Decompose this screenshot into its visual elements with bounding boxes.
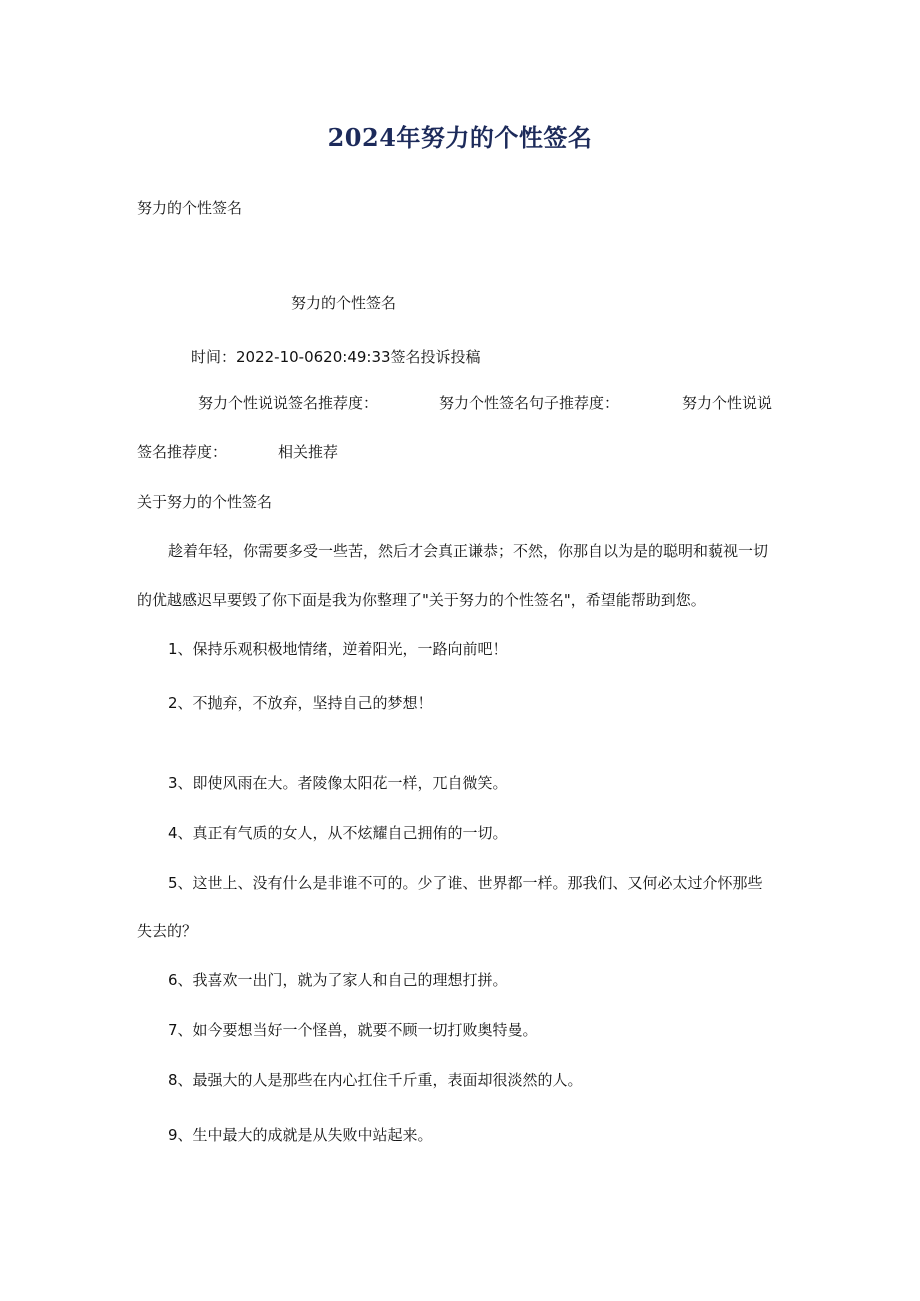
list-item: 9、生中最大的成就是从失败中站起来。	[168, 1126, 433, 1144]
list-item-continued: 失去的？	[137, 922, 198, 940]
intro-line-2: 的优越感迟早要毁了你下面是我为你整理了"关于努力的个性签名"，希望能帮助到您。	[137, 591, 706, 609]
list-item: 7、如今要想当好一个怪兽，就要不顾一切打败奥特曼。	[168, 1021, 538, 1039]
recommend-item-3: 努力个性说说	[682, 394, 773, 412]
meta-time: 时间：2022-10-0620:49:33签名投诉投稿	[191, 348, 481, 366]
list-item: 2、不抛弃，不放弃，坚持自己的梦想！	[168, 694, 433, 712]
recommend-item-2: 努力个性签名句子推荐度：	[439, 394, 620, 412]
list-item: 1、保持乐观积极地情绪，逆着阳光，一路向前吧！	[168, 640, 508, 658]
subtitle: 努力的个性签名	[137, 199, 243, 217]
recommend-item-3-continued: 签名推荐度：	[137, 443, 228, 461]
list-item: 4、真正有气质的女人，从不炫耀自己拥侑的一切。	[168, 824, 508, 842]
recommend-item-1: 努力个性说说签名推荐度：	[198, 394, 379, 412]
document-title: 2024年努力的个性签名	[327, 123, 593, 152]
list-item: 6、我喜欢一出门，就为了家人和自己的理想打拼。	[168, 971, 508, 989]
list-item: 3、即使风雨在大。者陵像太阳花一样，兀自微笑。	[168, 774, 508, 792]
center-heading: 努力的个性签名	[291, 294, 397, 312]
related-recommend-link[interactable]: 相关推荐	[278, 443, 339, 461]
section-heading: 关于努力的个性签名	[137, 493, 273, 511]
intro-line-1: 趁着年轻，你需要多受一些苦，然后才会真正谦恭；不然，你那自以为是的聪明和藐视一切	[168, 542, 769, 560]
list-item: 8、最强大的人是那些在内心扛住千斤重，表面却很淡然的人。	[168, 1071, 583, 1089]
list-item: 5、这世上、没有什么是非谁不可的。少了谁、世界都一样。那我们、又何必太过介怀那些	[168, 874, 763, 892]
